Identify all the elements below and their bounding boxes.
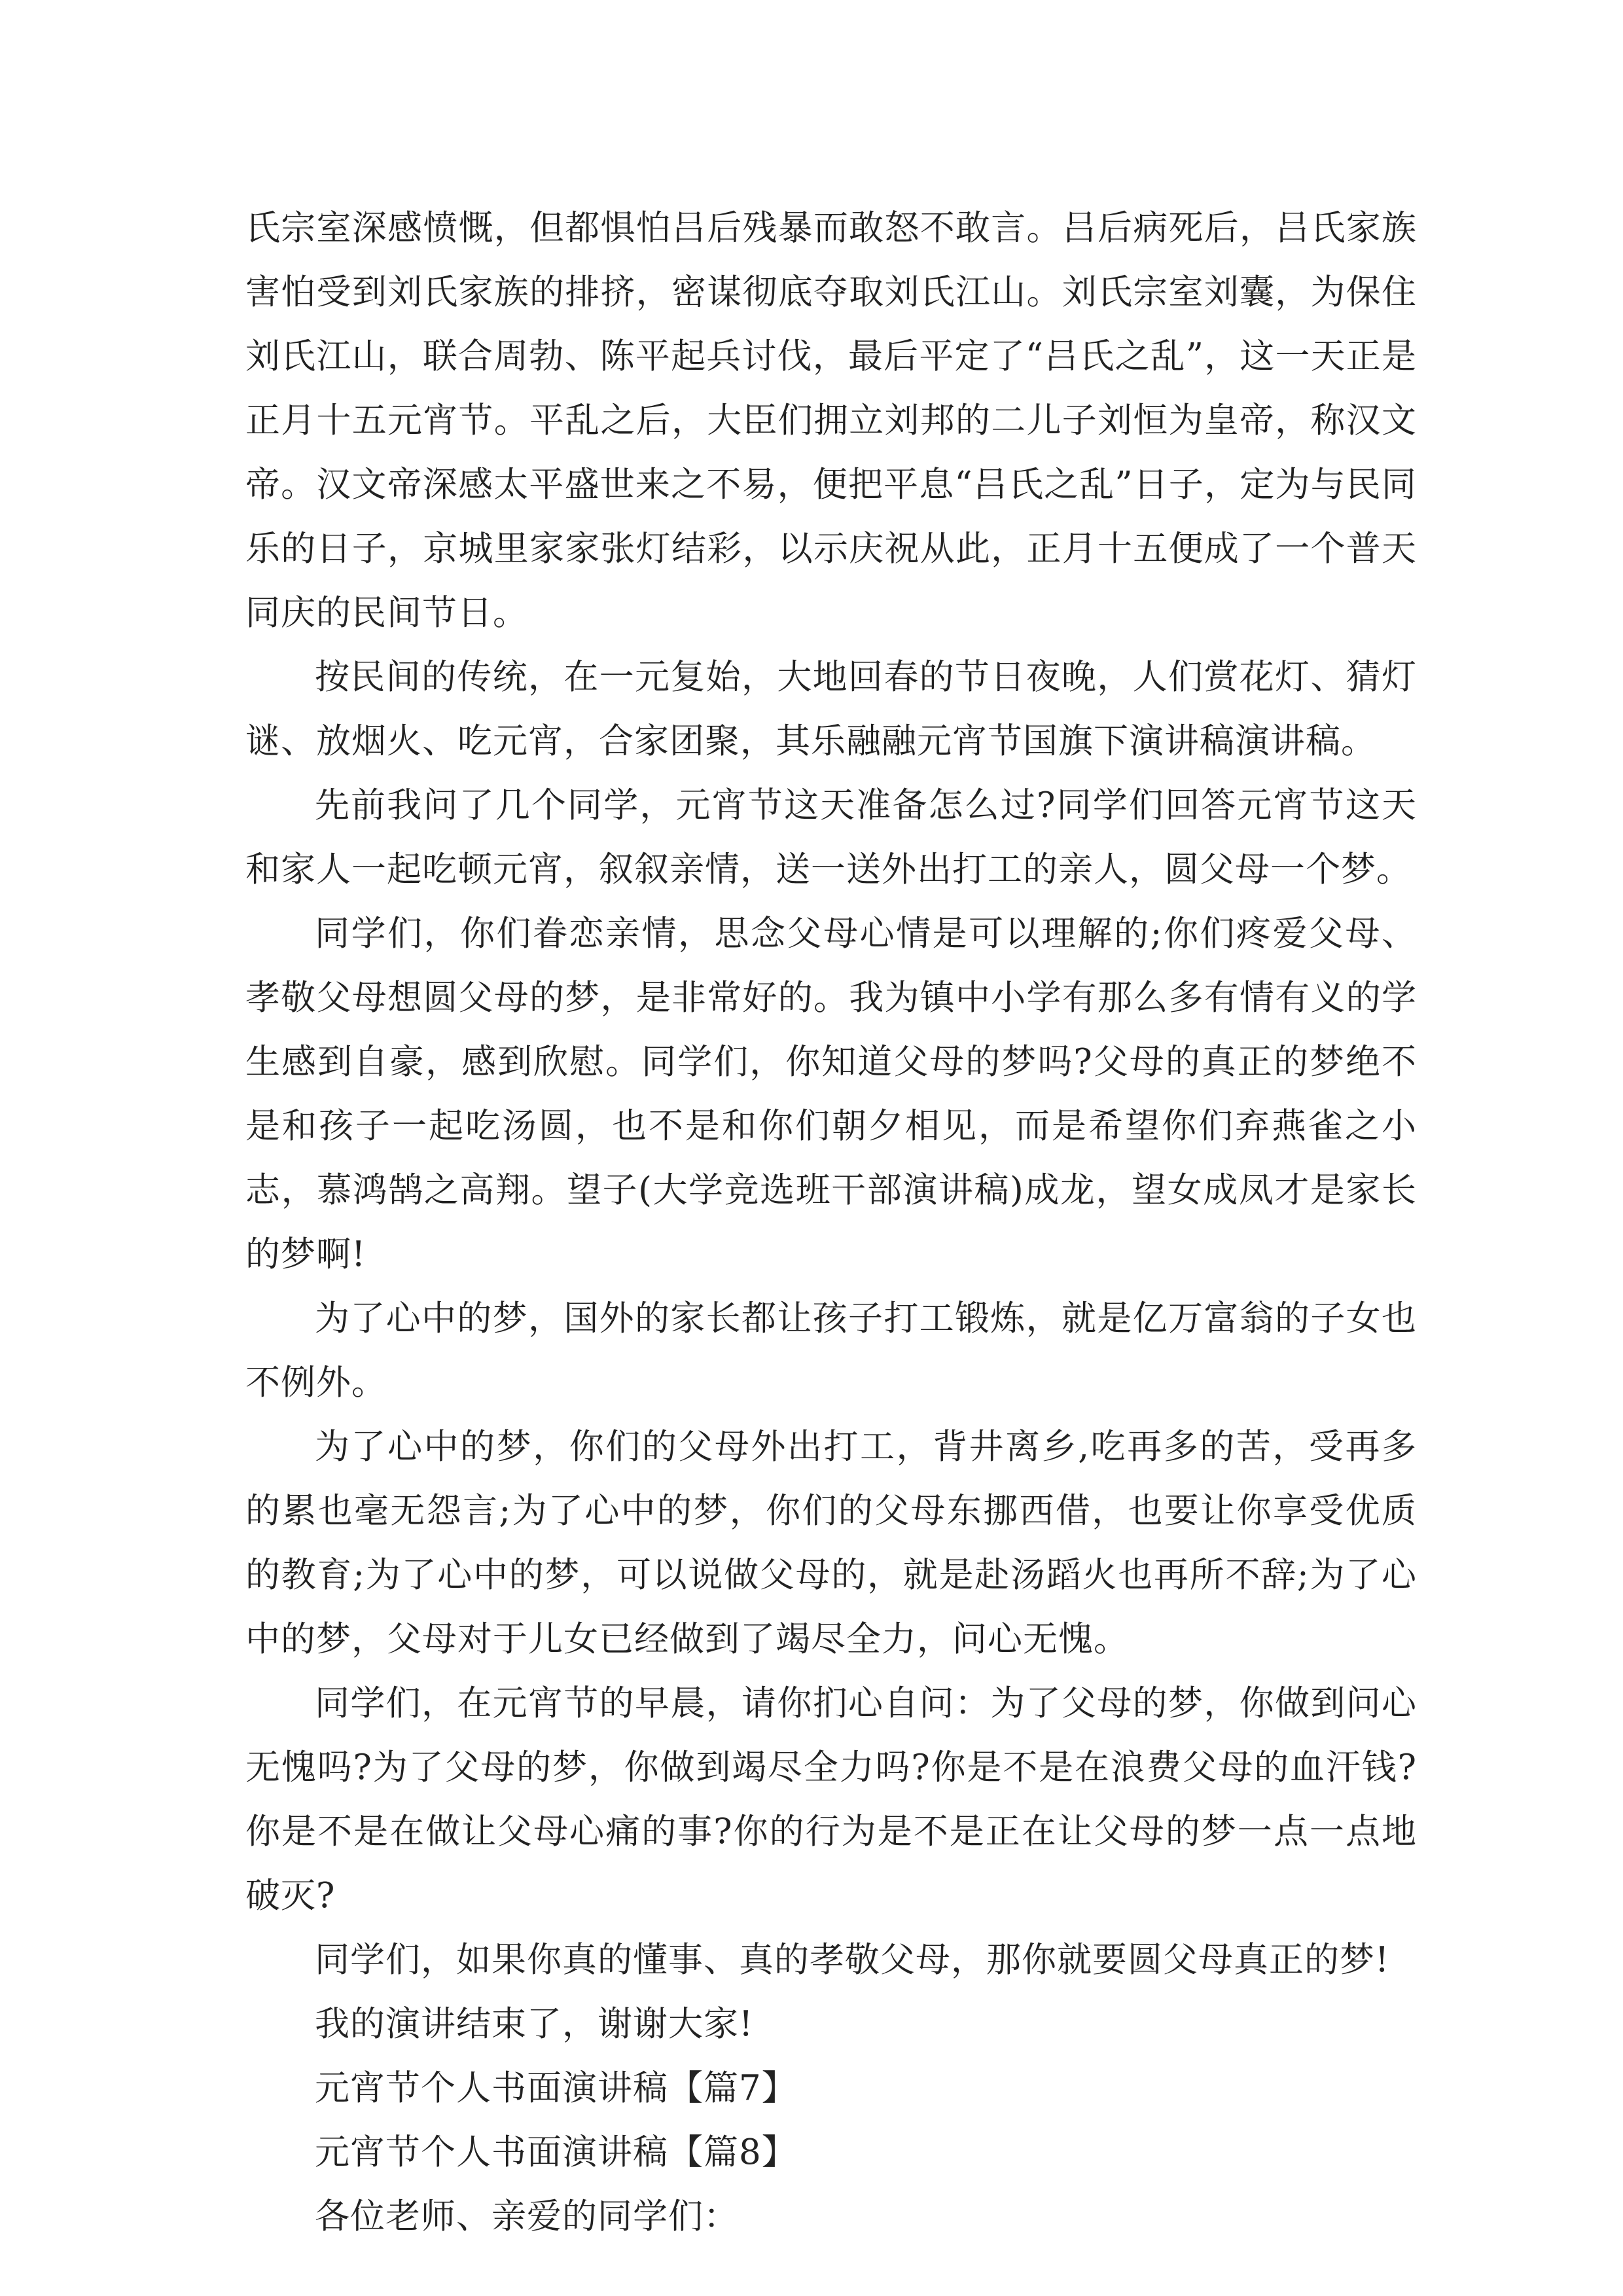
paragraph: 同学们，如果你真的懂事、真的孝敬父母，那你就要圆父母真正的梦! <box>315 1940 1390 1980</box>
section-heading-7: 元宵节个人书面演讲稿【篇7】 <box>315 2068 797 2108</box>
paragraph: 为了心中的梦，你们的父母外出打工，背井离乡,吃再多的苦，受再多的累也毫无怨言;为了心中的梦，你们的父母东挪西借，也要让你享受优质的教育;为了心中的梦，可以说做父母的，就是赴汤蹈火也再所不辞;为了心中的梦，父母对于儿女已经做到了竭尽全力，问心无愧。 <box>245 1427 1417 1659</box>
paragraph: 先前我问了几个同学，元宵节这天准备怎么过?同学们回答元宵节这天和家人一起吃顿元宵，叙叙亲情，送一送外出打工的亲人，圆父母一个梦。 <box>245 785 1417 889</box>
paragraph: 同学们，你们眷恋亲情，思念父母心情是可以理解的;你们疼爱父母、孝敬父母想圆父母的梦，是非常好的。我为镇中小学有那么多有情有义的学生感到自豪，感到欣慰。同学们，你知道父母的梦吗?父母的真正的梦绝不是和孩子一起吃汤圆，也不是和你们朝夕相见，而是希望你们弃燕雀之小志，慕鸿鹄之高翔。望子(大学竞选班干部演讲稿)成龙，望女成凤才是家长的梦啊! <box>245 914 1417 1274</box>
salutation: 各位老师、亲爱的同学们： <box>315 2197 739 2236</box>
closing-line: 我的演讲结束了，谢谢大家! <box>315 2004 754 2044</box>
section-heading-8: 元宵节个人书面演讲稿【篇8】 <box>315 2132 797 2172</box>
document-body <box>245 196 1417 2249</box>
paragraph: 同学们，在元宵节的早晨，请你扪心自问：为了父母的梦，你做到问心无愧吗?为了父母的梦，你做到竭尽全力吗?你是不是在浪费父母的血汗钱?你是不是在做让父母心痛的事?你的行为是不是正在让父母的梦一点一点地破灭? <box>245 1683 1417 1916</box>
paragraph: 为了心中的梦，国外的家长都让孩子打工锻炼，就是亿万富翁的子女也不例外。 <box>245 1299 1417 1403</box>
paragraph: 按民间的传统，在一元复始，大地回春的节日夜晚，人们赏花灯、猜灯谜、放烟火、吃元宵，合家团聚，其乐融融元宵节国旗下演讲稿演讲稿。 <box>245 657 1417 761</box>
paragraph-continued: 氏宗室深感愤慨，但都惧怕吕后残暴而敢怒不敢言。吕后病死后，吕氏家族害怕受到刘氏家族的排挤，密谋彻底夺取刘氏江山。刘氏宗室刘囊，为保住刘氏江山，联合周勃、陈平起兵讨伐，最后平定了“吕氏之乱”，这一天正是正月十五元宵节。平乱之后，大臣们拥立刘邦的二儿子刘恒为皇帝，称汉文帝。汉文帝深感太平盛世来之不易，便把平息“吕氏之乱”日子，定为与民同乐的日子，京城里家家张灯结彩，以示庆祝从此，正月十五便成了一个普天同庆的民间节日。 <box>245 208 1417 633</box>
